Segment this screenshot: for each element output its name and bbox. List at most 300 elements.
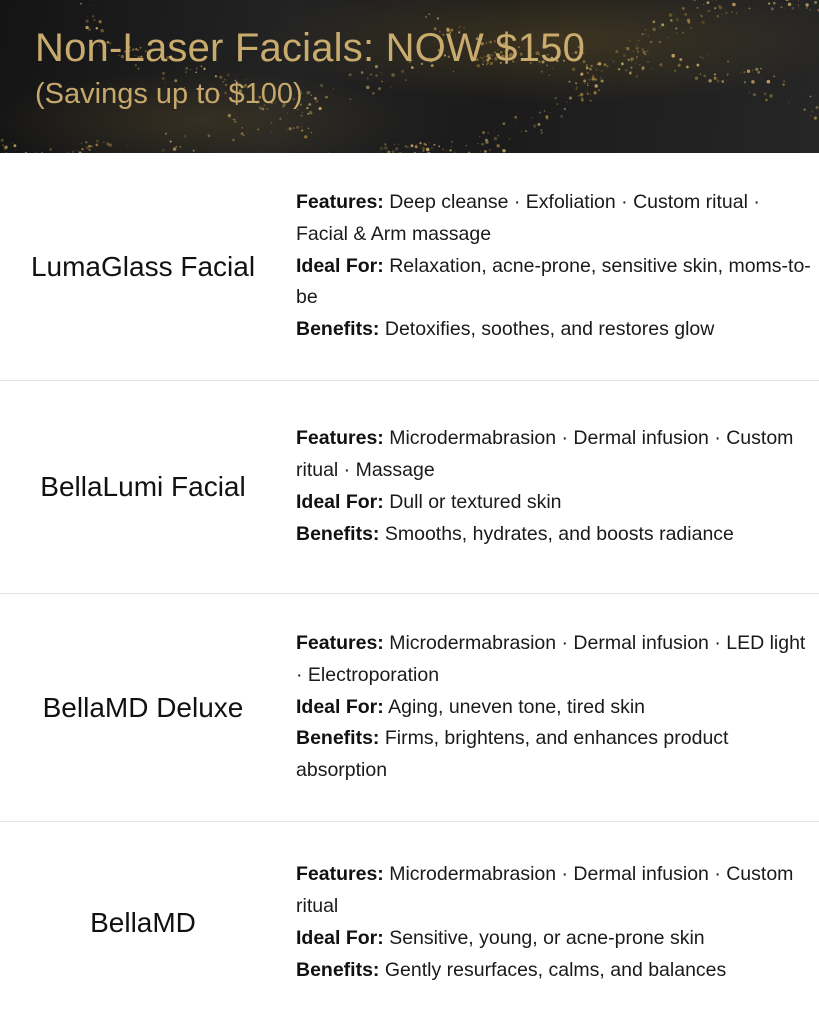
- sparkle-dot: [350, 98, 352, 100]
- sparkle-dot: [367, 78, 369, 80]
- sparkle-dot: [398, 143, 399, 144]
- sparkle-dot: [176, 146, 177, 147]
- benefits-text: Firms, brightens, and enhances product absorption: [296, 727, 729, 782]
- sparkle-dot: [708, 54, 709, 55]
- ideal-for-line: [296, 251, 811, 315]
- ideal-for-text: Dull or textured skin: [389, 491, 562, 513]
- features-text: Deep cleanse · Exfoliation · Custom ritual · Facial & Arm massage: [296, 191, 760, 245]
- sparkle-dot: [659, 41, 661, 43]
- sparkle-dot: [271, 131, 272, 132]
- sparkle-dot: [587, 93, 589, 95]
- sparkle-dot: [545, 115, 548, 118]
- sparkle-dot: [95, 144, 98, 147]
- sparkle-dot: [366, 86, 369, 89]
- sparkle-dot: [271, 122, 273, 124]
- sparkle-dot: [755, 68, 758, 71]
- sparkle-dot: [588, 79, 590, 81]
- sparkle-dot: [748, 7, 750, 9]
- sparkle-dot: [753, 93, 756, 96]
- sparkle-dot: [576, 86, 577, 87]
- sparkle-dot: [257, 128, 259, 130]
- sparkle-dot: [785, 0, 788, 1]
- sparkle-dot: [50, 148, 52, 150]
- sparkle-dot: [127, 145, 128, 146]
- sparkle-dot: [372, 92, 375, 95]
- sparkle-dot: [306, 91, 310, 95]
- sparkle-dot: [480, 150, 481, 151]
- ideal-for-label: Ideal For:: [296, 695, 384, 718]
- sparkle-dot: [782, 83, 784, 85]
- sparkle-dot: [378, 87, 381, 90]
- sparkle-dot: [481, 143, 484, 146]
- sparkle-dot: [103, 142, 104, 143]
- sparkle-dot: [232, 138, 235, 141]
- features-label: Features:: [296, 191, 384, 213]
- sparkle-dot: [228, 114, 231, 117]
- sparkle-dot: [556, 103, 558, 105]
- sparkle-dot: [727, 60, 729, 62]
- sparkle-dot: [564, 108, 566, 110]
- sparkle-dot: [630, 57, 634, 61]
- sparkle-dot: [628, 59, 630, 61]
- sparkle-dot: [193, 149, 195, 151]
- sparkle-dot: [743, 71, 745, 73]
- sparkle-dot: [370, 74, 372, 76]
- sparkle-dot: [309, 111, 313, 115]
- sparkle-dot: [722, 14, 723, 15]
- features-text: Microdermabrasion · Dermal infusion · Custom ritual · Massage: [296, 427, 794, 482]
- sparkle-dot: [721, 80, 724, 83]
- sparkle-dot: [325, 96, 328, 99]
- sparkle-dot: [810, 115, 812, 117]
- sparkle-dot: [716, 80, 719, 83]
- benefits-label: Benefits:: [296, 727, 380, 750]
- sparkle-dot: [629, 40, 630, 41]
- sparkle-dot: [768, 3, 770, 5]
- features-label: Features:: [296, 427, 384, 450]
- sparkle-dot: [15, 150, 16, 151]
- sparkle-dot: [764, 92, 767, 95]
- sparkle-dot: [423, 143, 426, 146]
- sparkle-dot: [86, 20, 89, 23]
- sparkle-dot: [578, 95, 580, 97]
- sparkle-dot: [442, 149, 443, 150]
- sparkle-dot: [496, 144, 499, 147]
- benefits-line: [296, 955, 811, 987]
- sparkle-dot: [544, 110, 546, 112]
- sparkle-dot: [598, 62, 601, 65]
- sparkle-dot: [710, 10, 711, 11]
- sparkle-dot: [494, 137, 497, 140]
- sparkle-dot: [714, 7, 716, 9]
- sparkle-dot: [584, 83, 585, 84]
- sparkle-dot: [636, 56, 638, 58]
- sparkle-dot: [785, 9, 786, 10]
- sparkle-dot: [446, 150, 447, 151]
- sparkle-dot: [162, 149, 165, 152]
- sparkle-dot: [645, 33, 646, 34]
- sparkle-dot: [384, 143, 386, 145]
- sparkle-dot: [451, 146, 452, 147]
- sparkle-dot: [702, 57, 704, 59]
- sparkle-dot: [581, 97, 584, 100]
- sparkle-dot: [587, 72, 589, 74]
- sparkle-dot: [533, 124, 536, 127]
- sparkle-dot: [86, 146, 89, 149]
- ideal-for-line: [296, 923, 811, 955]
- sparkle-dot: [636, 45, 637, 46]
- sparkle-dot: [809, 9, 810, 10]
- sparkle-dot: [89, 5, 90, 6]
- promo-banner: [0, 0, 819, 153]
- sparkle-dot: [479, 136, 480, 137]
- sparkle-dot: [521, 131, 522, 132]
- sparkle-dot: [613, 84, 614, 85]
- sparkle-dot: [311, 94, 313, 96]
- sparkle-dot: [682, 32, 684, 34]
- sparkle-dot: [184, 135, 187, 138]
- sparkle-dot: [304, 135, 307, 138]
- sparkle-dot: [433, 144, 435, 146]
- sparkle-dot: [814, 1, 817, 4]
- features-line: [296, 187, 811, 251]
- sparkle-dot: [77, 150, 78, 151]
- sparkle-dot: [623, 54, 626, 57]
- facial-details: [286, 153, 819, 380]
- ideal-for-text: Aging, uneven tone, tired skin: [388, 695, 646, 718]
- sparkle-dot: [798, 7, 799, 8]
- sparkle-dot: [802, 93, 803, 94]
- benefits-line: [296, 723, 811, 787]
- sparkle-dot: [375, 75, 377, 77]
- sparkle-dot: [170, 140, 172, 142]
- facial-row-lumaglass: [0, 153, 819, 381]
- benefits-label: Benefits:: [296, 522, 380, 545]
- sparkle-dot: [587, 83, 589, 85]
- sparkle-dot: [635, 63, 636, 64]
- sparkle-dot: [645, 29, 646, 30]
- sparkle-dot: [384, 146, 387, 149]
- sparkle-dot: [429, 142, 430, 143]
- sparkle-dot: [485, 139, 488, 142]
- sparkle-dot: [405, 79, 406, 80]
- sparkle-dot: [626, 47, 629, 50]
- sparkle-dot: [586, 65, 588, 67]
- sparkle-dot: [717, 15, 720, 18]
- sparkle-dot: [669, 14, 671, 16]
- sparkle-dot: [635, 47, 638, 50]
- sparkle-dot: [381, 81, 382, 82]
- sparkle-dot: [615, 50, 618, 53]
- sparkle-dot: [407, 146, 409, 148]
- ideal-for-text: Sensitive, young, or acne-prone skin: [389, 927, 705, 949]
- sparkle-dot: [625, 69, 628, 72]
- sparkle-dot: [708, 10, 710, 12]
- ideal-for-label: Ideal For:: [296, 491, 384, 513]
- sparkle-dot: [713, 77, 716, 80]
- sparkle-dot: [87, 16, 88, 17]
- sparkle-dot: [696, 64, 699, 67]
- sparkle-dot: [307, 113, 309, 115]
- sparkle-dot: [489, 149, 491, 151]
- benefits-label: Benefits:: [296, 318, 380, 341]
- sparkle-dot: [773, 2, 776, 5]
- sparkle-dot: [757, 71, 760, 74]
- ideal-for-text: Relaxation, acne-prone, sensitive skin, moms-to-be: [296, 254, 811, 309]
- sparkle-dot: [165, 133, 167, 135]
- sparkle-dot: [428, 13, 430, 15]
- sparkle-dot: [783, 80, 785, 82]
- sparkle-dot: [641, 48, 644, 51]
- sparkle-dot: [686, 66, 689, 69]
- sparkle-dot: [180, 146, 181, 147]
- sparkle-dot: [451, 141, 453, 143]
- sparkle-dot: [13, 144, 16, 147]
- sparkle-dot: [593, 91, 596, 94]
- sparkle-dot: [5, 145, 8, 148]
- facial-row-bellamd-deluxe: [0, 594, 819, 822]
- features-label: Features:: [296, 863, 384, 886]
- sparkle-dot: [425, 16, 427, 18]
- sparkle-dot: [502, 149, 506, 153]
- sparkle-dot: [208, 134, 211, 137]
- sparkle-dot: [537, 123, 540, 126]
- sparkle-dot: [509, 138, 511, 140]
- sparkle-dot: [731, 11, 733, 13]
- sparkle-dot: [684, 13, 687, 16]
- sparkle-dot: [642, 33, 644, 35]
- sparkle-dot: [810, 96, 812, 98]
- sparkle-dot: [333, 89, 334, 90]
- sparkle-dot: [788, 102, 789, 103]
- sparkle-dot: [241, 127, 243, 129]
- sparkle-dot: [301, 129, 303, 131]
- sparkle-dot: [514, 116, 517, 119]
- banner-title: Non-Laser Facials: NOW $150: [35, 26, 586, 70]
- sparkle-dot: [234, 118, 236, 120]
- sparkle-dot: [307, 105, 308, 106]
- sparkle-dot: [590, 94, 591, 95]
- sparkle-dot: [301, 126, 302, 127]
- sparkle-dot: [162, 72, 165, 75]
- sparkle-dot: [652, 68, 653, 69]
- sparkle-dot: [636, 59, 637, 60]
- sparkle-dot: [289, 127, 292, 130]
- sparkle-dot: [701, 15, 703, 17]
- sparkle-dot: [700, 73, 701, 74]
- sparkle-dot: [798, 0, 799, 1]
- sparkle-dot: [744, 81, 746, 83]
- sparkle-dot: [411, 144, 414, 147]
- sparkle-dot: [667, 37, 669, 39]
- sparkle-dot: [93, 19, 96, 22]
- facial-row-bellalumi: [0, 381, 819, 594]
- sparkle-dot: [308, 146, 309, 147]
- sparkle-dot: [703, 4, 705, 6]
- sparkle-dot: [703, 75, 706, 78]
- sparkle-dot: [687, 19, 690, 22]
- sparkle-dot: [806, 7, 808, 9]
- sparkle-dot: [531, 117, 532, 118]
- sparkle-dot: [539, 112, 541, 114]
- sparkle-dot: [380, 147, 384, 151]
- benefits-text: Gently resurfaces, calms, and balances: [384, 958, 727, 981]
- sparkle-dot: [525, 130, 527, 132]
- sparkle-dot: [92, 15, 94, 17]
- sparkle-dot: [659, 27, 660, 28]
- sparkle-dot: [594, 84, 597, 87]
- banner-subtitle: (Savings up to $100): [35, 78, 303, 110]
- sparkle-dot: [315, 100, 318, 103]
- benefits-line: [296, 519, 811, 551]
- sparkle-dot: [580, 73, 583, 76]
- sparkle-dot: [91, 146, 93, 148]
- sparkle-dot: [769, 94, 772, 97]
- sparkle-dot: [760, 68, 761, 69]
- sparkle-dot: [678, 65, 680, 67]
- sparkle-dot: [80, 3, 82, 5]
- sparkle-dot: [437, 17, 439, 19]
- sparkle-dot: [587, 85, 588, 86]
- sparkle-dot: [590, 65, 592, 67]
- sparkle-dot: [679, 58, 682, 61]
- sparkle-dot: [653, 21, 656, 24]
- features-text: Microdermabrasion · Dermal infusion · Custom ritual: [296, 863, 794, 918]
- sparkle-dot: [652, 28, 655, 31]
- sparkle-dot: [798, 4, 800, 6]
- sparkle-dot: [712, 0, 713, 1]
- sparkle-dot: [676, 28, 677, 29]
- sparkle-dot: [431, 147, 433, 149]
- sparkle-dot: [676, 18, 679, 21]
- sparkle-dot: [285, 128, 287, 130]
- sparkle-dot: [747, 69, 750, 72]
- sparkle-dot: [613, 61, 614, 62]
- sparkle-dot: [306, 107, 308, 109]
- sparkle-dot: [575, 82, 577, 84]
- sparkle-dot: [390, 86, 391, 87]
- sparkle-dot: [560, 115, 563, 118]
- sparkle-dot: [583, 80, 586, 83]
- sparkle-dot: [566, 101, 567, 102]
- sparkle-dot: [700, 14, 701, 15]
- sparkle-dot: [625, 47, 626, 48]
- sparkle-dot: [773, 76, 775, 78]
- sparkle-dot: [641, 68, 644, 71]
- sparkle-dot: [707, 1, 710, 4]
- sparkle-dot: [405, 146, 406, 147]
- sparkle-dot: [781, 6, 783, 8]
- sparkle-dot: [580, 93, 583, 96]
- sparkle-dot: [279, 118, 281, 120]
- sparkle-dot: [438, 146, 440, 148]
- sparkle-dot: [575, 88, 577, 90]
- sparkle-dot: [638, 40, 640, 42]
- sparkle-dot: [541, 131, 544, 134]
- sparkle-dot: [650, 41, 653, 44]
- sparkle-dot: [701, 21, 704, 24]
- sparkle-dot: [420, 145, 421, 146]
- sparkle-dot: [550, 112, 551, 113]
- sparkle-dot: [788, 3, 792, 7]
- sparkle-dot: [811, 111, 812, 112]
- sparkle-dot: [629, 72, 631, 74]
- sparkle-dot: [320, 84, 323, 87]
- sparkle-dot: [85, 141, 87, 143]
- sparkle-dot: [661, 23, 664, 26]
- benefits-label: Benefits:: [296, 958, 380, 981]
- sparkle-dot: [765, 99, 767, 101]
- sparkle-dot: [592, 75, 595, 78]
- sparkle-dot: [691, 27, 693, 29]
- sparkle-dot: [395, 147, 398, 150]
- sparkle-dot: [311, 132, 312, 133]
- ideal-for-line: [296, 692, 811, 724]
- sparkle-dot: [771, 7, 774, 10]
- sparkle-dot: [287, 112, 288, 113]
- benefits-text: Smooths, hydrates, and boosts radiance: [384, 522, 734, 545]
- sparkle-dot: [426, 148, 429, 151]
- sparkle-dot: [309, 92, 310, 93]
- sparkle-dot: [647, 61, 648, 62]
- sparkle-dot: [234, 120, 237, 123]
- sparkle-dot: [749, 92, 750, 93]
- sparkle-dot: [740, 72, 741, 73]
- sparkle-dot: [670, 19, 673, 22]
- sparkle-dot: [241, 132, 244, 135]
- ideal-for-line: [296, 487, 811, 519]
- sparkle-dot: [618, 68, 620, 70]
- sparkle-dot: [541, 129, 543, 131]
- sparkle-dot: [314, 97, 317, 100]
- ideal-for-label: Ideal For:: [296, 254, 384, 277]
- sparkle-dot: [607, 66, 609, 68]
- sparkle-dot: [515, 126, 516, 127]
- sparkle-dot: [745, 10, 746, 11]
- facial-row-bellamd: [0, 822, 819, 1024]
- sparkle-dot: [633, 51, 634, 52]
- features-line: [296, 423, 811, 487]
- sparkle-dot: [682, 7, 685, 10]
- facial-details: [286, 381, 819, 593]
- sparkle-dot: [805, 3, 808, 6]
- sparkle-dot: [415, 145, 418, 148]
- sparkle-dot: [422, 147, 425, 150]
- sparkle-dot: [498, 135, 499, 136]
- sparkle-dot: [482, 131, 485, 134]
- sparkle-dot: [719, 6, 722, 9]
- sparkle-dot: [752, 69, 754, 71]
- sparkle-dot: [694, 0, 696, 1]
- facial-list: [0, 153, 819, 1024]
- sparkle-dot: [761, 78, 762, 79]
- sparkle-dot: [419, 142, 421, 144]
- sparkle-dot: [586, 64, 588, 66]
- sparkle-dot: [503, 122, 506, 125]
- sparkle-dot: [600, 77, 602, 79]
- sparkle-dot: [569, 96, 572, 99]
- sparkle-dot: [569, 81, 571, 83]
- sparkle-dot: [592, 77, 596, 81]
- sparkle-dot: [416, 144, 417, 145]
- sparkle-dot: [671, 54, 675, 58]
- features-text: Microdermabrasion · Dermal infusion · LED light · Electroporation: [296, 632, 806, 686]
- sparkle-dot: [714, 73, 716, 75]
- sparkle-dot: [587, 90, 588, 91]
- facial-details: [286, 594, 819, 821]
- features-label: Features:: [296, 632, 384, 654]
- sparkle-dot: [586, 67, 589, 70]
